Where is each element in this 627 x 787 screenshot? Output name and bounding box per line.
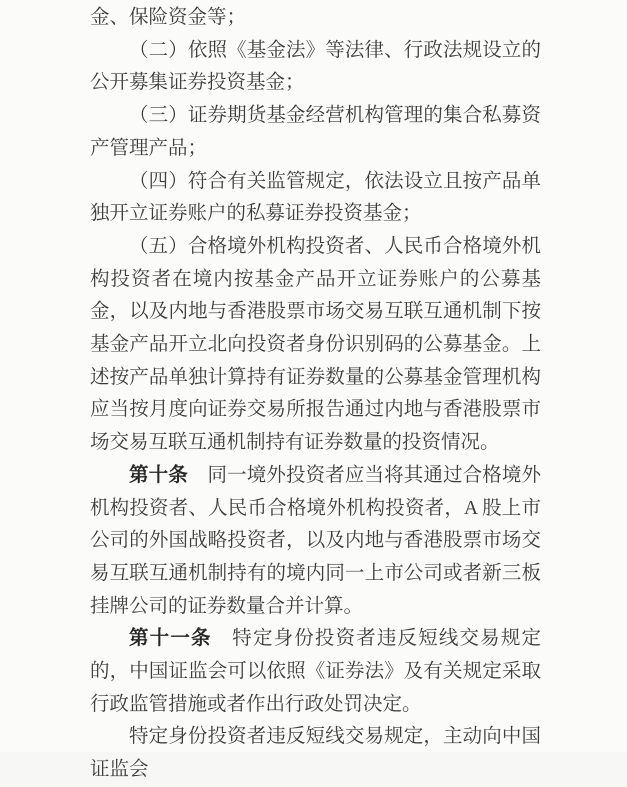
paragraph-text: 特定身份投资者违反短线交易规定的，中国证监会可以依照《证券法》及有关规定采取行政监管措施或者作出行政处罚决定。 <box>90 628 541 715</box>
paragraph-article-10 <box>90 460 541 624</box>
paragraph <box>90 721 541 786</box>
paragraph-text: 金、保险资金等； <box>90 7 247 28</box>
paragraph <box>90 35 541 100</box>
paragraph <box>90 231 541 460</box>
paragraph-article-11 <box>90 623 541 721</box>
paragraph <box>90 166 541 231</box>
paragraph-text: （三）证券期货基金经营机构管理的集合私募资产管理产品； <box>90 105 541 159</box>
paragraph <box>90 2 541 35</box>
paragraph-text: 特定身份投资者违反短线交易规定，主动向中国证监会 <box>90 726 541 781</box>
paragraph-text: （四）符合有关监管规定，依法设立且按产品单独开立证券账户的私募证券投资基金； <box>90 170 541 225</box>
article-number: 第十一条 <box>129 628 212 650</box>
paragraph-text: 同一境外投资者应当将其通过合格境外机构投资者、人民币合格境外机构投资者，A 股上市公司的外国战略投资者，以及内地与香港股票市场交易互联互通机制持有的境内同一上市公司或者新三板挂牌公司的证券数量合并计算。 <box>90 464 541 617</box>
paragraph <box>90 100 541 165</box>
paragraph-text: （二）依照《基金法》等法律、行政法规设立的公开募集证券投资基金； <box>90 39 541 94</box>
paragraph-text: （五）合格境外机构投资者、人民币合格境外机构投资者在境内按基金产品开立证券账户的公募基金，以及内地与香港股票市场交易互联互通机制下按基金产品开立北向投资者身份识别码的公募基金。上述按产品单独计算持有证券数量的公募基金管理机构应当按月度向证券交易所报告通过内地与香港股票市场交易互联互通机制持有证券数量的投资情况。 <box>90 235 541 454</box>
article-number: 第十条 <box>129 464 188 486</box>
